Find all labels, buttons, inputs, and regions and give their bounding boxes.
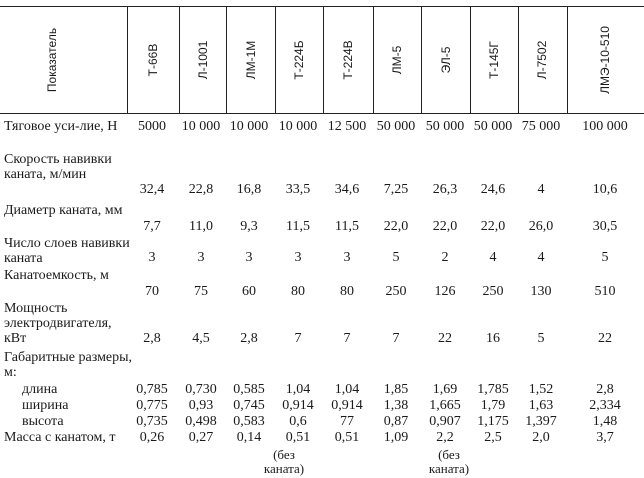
- row-label-diameter: Диаметр каната, мм: [4, 203, 123, 218]
- value-capacity-3: 80: [291, 284, 305, 299]
- value-diameter-8: 26,0: [528, 219, 554, 234]
- value-speed-6: 26,3: [432, 182, 458, 197]
- row-label-width: ширина: [22, 398, 69, 413]
- value-capacity-7: 250: [482, 284, 504, 299]
- value-dims-length-4: 1,04: [334, 382, 360, 397]
- header-model-label: Л-1001: [196, 40, 210, 80]
- value-dims-height-1: 0,498: [185, 414, 217, 429]
- header-model-label: Т-145Г: [487, 41, 501, 79]
- value-dims-width-8: 1,63: [528, 398, 554, 413]
- value-capacity-0: 70: [145, 284, 159, 299]
- value-dims-height-6: 0,907: [429, 414, 461, 429]
- value-layers-1: 3: [197, 250, 205, 265]
- value-traction-9: 100 000: [582, 119, 628, 134]
- value-speed-0: 32,4: [139, 182, 165, 197]
- header-divider: [323, 6, 324, 114]
- value-diameter-3: 11,5: [286, 219, 310, 234]
- value-traction-6: 50 000: [425, 119, 465, 134]
- value-mass-7: 2,5: [484, 430, 502, 445]
- value-mass-4: 0,51: [334, 430, 360, 445]
- value-dims-width-5: 1,38: [383, 398, 409, 413]
- value-power-4: 7: [343, 331, 351, 346]
- value-dims-width-9: 2,334: [589, 398, 621, 413]
- value-dims-width-6: 1,665: [429, 398, 461, 413]
- value-traction-5: 50 000: [376, 119, 416, 134]
- header-model-label: ЛМ-1М: [244, 40, 258, 80]
- value-dims-length-7: 1,785: [477, 382, 509, 397]
- value-power-1: 4,5: [192, 331, 210, 346]
- header-model-lm5: [377, 8, 417, 112]
- header-divider: [179, 6, 180, 114]
- value-dims-height-0: 0,735: [136, 414, 168, 429]
- value-layers-0: 3: [148, 250, 156, 265]
- header-divider: [226, 6, 227, 114]
- header-model-lme10510: [585, 8, 625, 112]
- table-header-rule: [0, 113, 644, 114]
- header-model-t145g: [474, 8, 514, 112]
- value-traction-0: 5000: [138, 119, 166, 134]
- value-speed-9: 10,6: [592, 182, 618, 197]
- header-indicator-label: Показатель: [45, 27, 59, 93]
- value-dims-length-3: 1,04: [285, 382, 311, 397]
- value-capacity-5: 250: [385, 284, 407, 299]
- value-power-6: 22: [438, 331, 452, 346]
- value-layers-4: 3: [343, 250, 351, 265]
- header-divider: [567, 6, 568, 114]
- value-dims-length-2: 0,585: [233, 382, 265, 397]
- value-power-2: 2,8: [240, 331, 258, 346]
- value-dims-width-7: 1,79: [480, 398, 506, 413]
- value-traction-2: 10 000: [229, 119, 269, 134]
- value-speed-2: 16,8: [236, 182, 262, 197]
- header-divider: [470, 6, 471, 114]
- value-dims-length-6: 1,69: [432, 382, 458, 397]
- value-layers-3: 3: [294, 250, 302, 265]
- header-model-l7502: [522, 8, 562, 112]
- value-dims-height-3: 0,6: [289, 414, 307, 429]
- header-model-l1001: [183, 8, 223, 112]
- value-dims-width-4: 0,914: [331, 398, 363, 413]
- value-speed-7: 24,6: [480, 182, 506, 197]
- value-dims-width-1: 0,93: [188, 398, 214, 413]
- mass-note-no-rope: (без каната): [263, 447, 305, 476]
- value-mass-2: 0,14: [236, 430, 262, 445]
- value-power-9: 22: [598, 331, 612, 346]
- row-label-height: высота: [22, 414, 64, 429]
- value-power-0: 2,8: [143, 331, 161, 346]
- value-diameter-0: 7,7: [143, 219, 161, 234]
- row-label-speed: Скорость навивки каната, м/мин: [4, 152, 112, 182]
- row-label-length: длина: [22, 382, 58, 397]
- value-traction-4: 12 500: [327, 119, 367, 134]
- value-diameter-6: 22,0: [432, 219, 458, 234]
- header-model-label: Т-224В: [341, 40, 355, 80]
- value-speed-3: 33,5: [285, 182, 311, 197]
- value-mass-9: 3,7: [596, 430, 614, 445]
- table-top-rule: [0, 6, 644, 7]
- header-divider: [421, 6, 422, 114]
- value-layers-2: 3: [245, 250, 253, 265]
- value-dims-height-4: 77: [340, 414, 354, 429]
- value-mass-8: 2,0: [532, 430, 550, 445]
- value-traction-1: 10 000: [181, 119, 221, 134]
- row-label-capacity: Канатоемкость, м: [4, 268, 109, 283]
- header-model-t224b: [279, 8, 319, 112]
- value-dims-length-5: 1,85: [383, 382, 409, 397]
- row-label-layers: Число слоев навивки каната: [4, 236, 130, 266]
- value-traction-7: 50 000: [473, 119, 513, 134]
- value-dims-height-5: 0,87: [383, 414, 409, 429]
- header-model-label: ЛМ-5: [390, 45, 404, 75]
- value-dims-height-8: 1,397: [525, 414, 557, 429]
- value-dims-width-0: 0,775: [136, 398, 168, 413]
- value-capacity-2: 60: [242, 284, 256, 299]
- value-mass-1: 0,27: [188, 430, 214, 445]
- row-label-dims: Габаритные размеры, м:: [4, 350, 133, 380]
- value-dims-length-0: 0,785: [136, 382, 168, 397]
- header-divider: [373, 6, 374, 114]
- value-layers-9: 5: [601, 250, 609, 265]
- value-diameter-1: 11,0: [189, 219, 213, 234]
- value-mass-3: 0,51: [285, 430, 311, 445]
- value-diameter-7: 22,0: [480, 219, 506, 234]
- value-dims-height-9: 1,48: [592, 414, 618, 429]
- value-speed-4: 34,6: [334, 182, 360, 197]
- header-model-t224v: [328, 8, 368, 112]
- value-diameter-4: 11,5: [335, 219, 359, 234]
- value-power-8: 5: [537, 331, 545, 346]
- header-model-t66v: [133, 8, 173, 112]
- value-capacity-6: 126: [434, 284, 456, 299]
- value-power-7: 16: [486, 331, 500, 346]
- value-dims-height-2: 0,583: [233, 414, 265, 429]
- value-power-5: 7: [392, 331, 400, 346]
- value-dims-length-8: 1,52: [528, 382, 554, 397]
- header-divider: [275, 6, 276, 114]
- value-layers-8: 4: [537, 250, 545, 265]
- value-traction-3: 10 000: [278, 119, 318, 134]
- value-dims-width-2: 0,745: [233, 398, 265, 413]
- row-label-power: Мощность электродвигателя, кВт: [4, 301, 112, 346]
- header-model-label: ЭЛ-5: [439, 46, 453, 74]
- value-speed-5: 7,25: [383, 182, 409, 197]
- value-speed-8: 4: [537, 182, 545, 197]
- value-capacity-9: 510: [594, 284, 616, 299]
- value-speed-1: 22,8: [188, 182, 214, 197]
- value-mass-0: 0,26: [139, 430, 165, 445]
- value-layers-5: 5: [392, 250, 400, 265]
- value-power-3: 7: [294, 331, 302, 346]
- value-diameter-5: 22,0: [383, 219, 409, 234]
- value-dims-length-1: 0,730: [185, 382, 217, 397]
- header-model-label: Л-7502: [535, 40, 549, 80]
- header-model-label: ЛМЭ-10-510: [598, 26, 612, 94]
- header-divider: [127, 6, 128, 114]
- value-mass-6: 2,2: [436, 430, 454, 445]
- header-model-lm1m: [231, 8, 271, 112]
- value-layers-6: 2: [441, 250, 449, 265]
- value-dims-length-9: 2,8: [596, 382, 614, 397]
- header-model-el5: [426, 8, 466, 112]
- value-diameter-9: 30,5: [592, 219, 618, 234]
- value-dims-height-7: 1,175: [477, 414, 509, 429]
- value-diameter-2: 9,3: [240, 219, 258, 234]
- header-indicator: [32, 8, 72, 112]
- header-divider: [518, 6, 519, 114]
- header-model-label: Т-66В: [146, 43, 160, 77]
- value-layers-7: 4: [489, 250, 497, 265]
- value-dims-width-3: 0,914: [282, 398, 314, 413]
- header-model-label: Т-224Б: [292, 40, 306, 80]
- mass-note-no-rope: (без каната): [428, 447, 470, 476]
- row-label-traction: Тяговое уси-лие, Н: [4, 119, 118, 134]
- value-capacity-8: 130: [530, 284, 552, 299]
- value-traction-8: 75 000: [521, 119, 561, 134]
- value-mass-5: 1,09: [383, 430, 409, 445]
- value-capacity-1: 75: [194, 284, 208, 299]
- row-label-mass: Масса с канатом, т: [4, 430, 116, 445]
- value-capacity-4: 80: [340, 284, 354, 299]
